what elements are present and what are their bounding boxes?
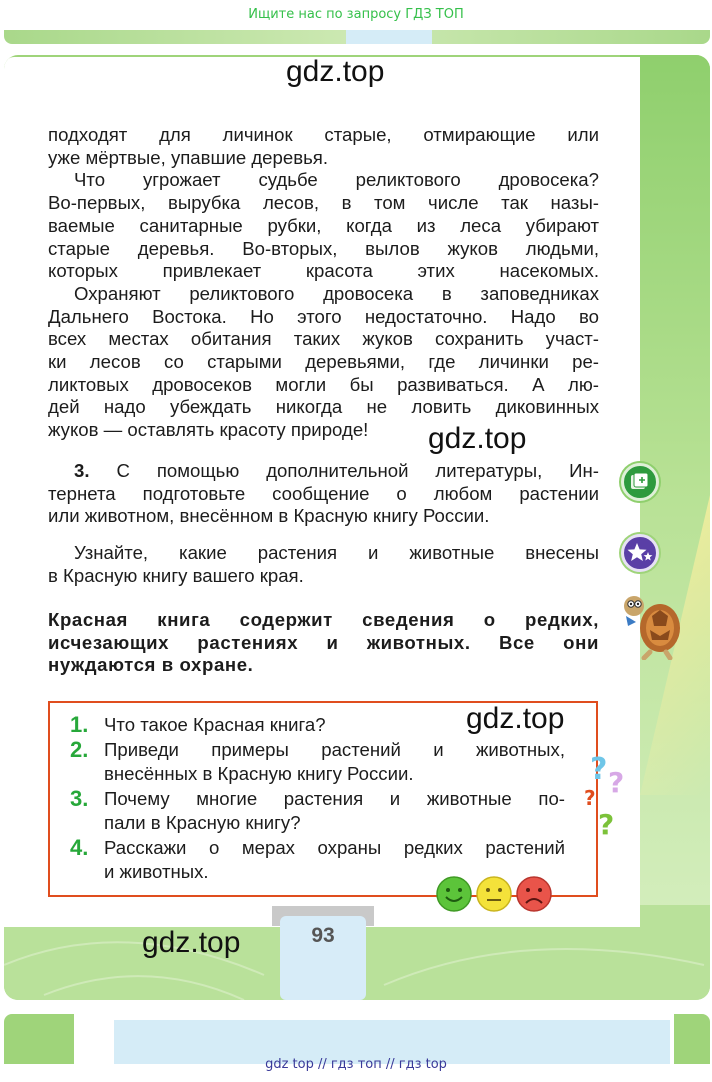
- book-glyph: [630, 473, 650, 491]
- text-line: в Красную книгу вашего края.: [48, 564, 304, 586]
- bottom-banner[interactable]: gdz top // гдз топ // гдз top: [265, 1057, 447, 1072]
- watermark: gdz.top: [142, 926, 241, 959]
- smiley-happy-icon[interactable]: [436, 876, 472, 912]
- watermark: gdz.top: [428, 422, 527, 455]
- text-line: жуков — оставлять красоту природе!: [48, 419, 369, 441]
- smiley-sad-icon[interactable]: [516, 876, 552, 912]
- text-line: всех местах обитания таких жуков сохранить участ-: [48, 328, 599, 350]
- question-item: [70, 738, 565, 787]
- page-number: 93: [311, 924, 335, 947]
- question-mark-icon: ?: [590, 752, 608, 787]
- text-line: ликтовых дровосеков могли бы развиваться. А лю-: [48, 373, 599, 395]
- main-paragraphs: [48, 124, 599, 442]
- text-line: Узнайте, какие растения и животные внесены: [74, 542, 599, 563]
- task-text: С помощью дополнительной литературы, Ин-: [116, 460, 599, 481]
- question-mark-icon: ?: [608, 766, 625, 799]
- task-3: [48, 460, 599, 528]
- text-line: ваемые санитарные рубки, когда из леса убирают: [48, 214, 599, 236]
- task-number: 3.: [74, 460, 90, 481]
- text-line: нуждаются в охране.: [48, 654, 254, 676]
- question-text: внесённых в Красную книгу России.: [104, 763, 414, 784]
- question-mark-icon: ?: [584, 786, 596, 810]
- question-marks-decoration: [580, 752, 640, 842]
- question-text: Почему многие растения и животные по-: [104, 787, 565, 809]
- question-number: 4.: [70, 834, 89, 860]
- text-line: Что угрожает судьбе реликтового дровосека?: [74, 169, 599, 191]
- book-icon[interactable]: [621, 463, 659, 501]
- text-line: Дальнего Востока. Но этого недостаточно. Надо во: [48, 305, 599, 327]
- question-text: и животных.: [104, 861, 209, 882]
- star-icon[interactable]: [621, 534, 659, 572]
- smiley-neutral-icon[interactable]: [476, 876, 512, 912]
- text-line: которых привлекает красота этих насекомых.: [48, 260, 599, 282]
- question-text: Расскажи о мерах охраны редких растений: [104, 836, 565, 858]
- question-text: Приведи примеры растений и животных,: [104, 738, 565, 760]
- text-line: дей надо убеждать никогда не ловить диковинных: [48, 396, 599, 418]
- text-line: подходят для личинок старые, отмирающие или: [48, 124, 599, 145]
- text-line: исчезающих растениях и животных. Все они: [48, 631, 599, 653]
- text-line: Красная книга содержит сведения о редких,: [48, 609, 599, 630]
- text-line: Охраняют реликтового дровосека в заповедниках: [74, 282, 599, 304]
- question-mark-icon: ?: [598, 808, 615, 841]
- question-text: пали в Красную книгу?: [104, 812, 301, 833]
- question-text: Что такое Красная книга?: [104, 714, 326, 735]
- question-number: 3.: [70, 785, 89, 811]
- questions-list: [70, 713, 565, 885]
- text-line: уже мёртвые, упавшие деревья.: [48, 146, 329, 168]
- turtle-mascot-icon: [620, 590, 684, 660]
- stars-glyph: [627, 542, 653, 564]
- question-item: [70, 787, 565, 836]
- page-number-tab: [280, 916, 366, 1000]
- watermark: gdz.top: [466, 702, 565, 735]
- previous-page-number-tab: [346, 30, 432, 44]
- text-line: или животном, внесённом в Красную книгу России.: [48, 505, 490, 527]
- question-number: 2.: [70, 736, 89, 762]
- text-line: [48, 460, 599, 483]
- top-banner[interactable]: Ищите нас по запросу ГДЗ ТОП: [248, 7, 464, 22]
- question-number: 1.: [70, 712, 89, 737]
- text-line: тернета подготовьте сообщение о любом растении: [48, 482, 599, 504]
- text-line: ки лесов со старыми деревьями, где личинки ре-: [48, 351, 599, 373]
- watermark: gdz.top: [286, 55, 385, 88]
- text-line: Во-первых, вырубка лесов, в том числе так назы-: [48, 192, 599, 214]
- key-statement: [48, 609, 599, 677]
- text-line: старые деревья. Во-вторых, вылов жуков людьми,: [48, 237, 599, 259]
- question-item: [70, 713, 565, 738]
- local-red-book-task: [48, 542, 599, 587]
